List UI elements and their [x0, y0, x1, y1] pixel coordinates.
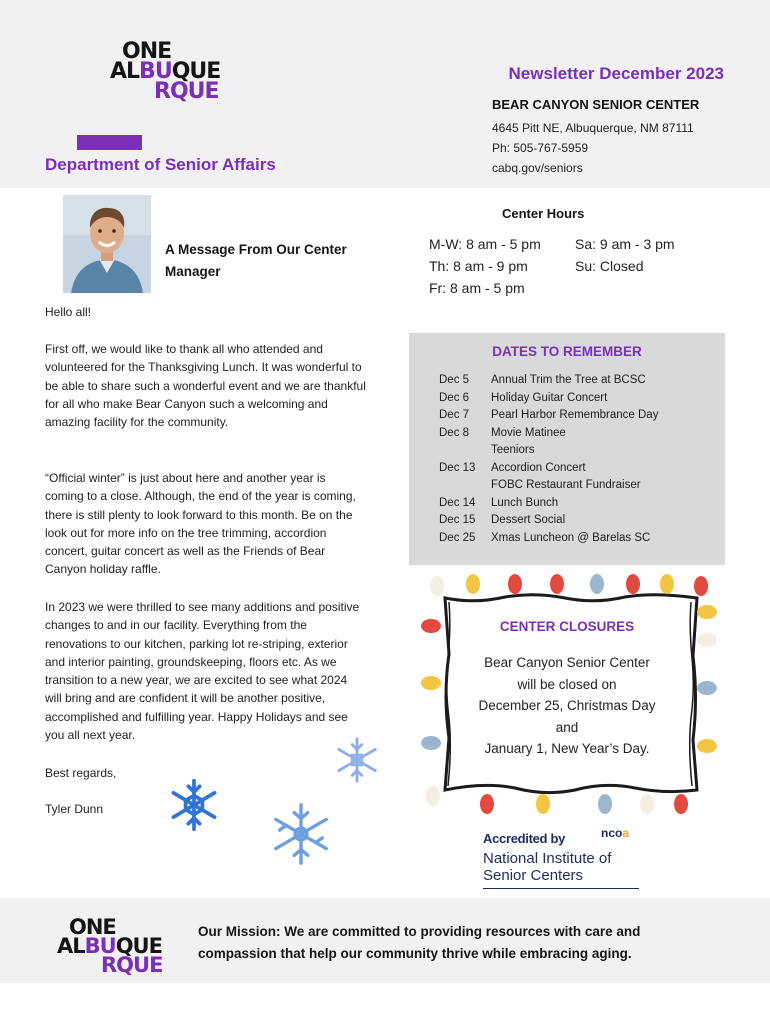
list-item: Dec 8 Movie Matinee	[439, 426, 566, 439]
closures-line: and	[555, 719, 579, 735]
letter-greeting: Hello all!	[45, 305, 92, 319]
dates-to-remember-panel	[409, 333, 725, 565]
closures-text	[445, 652, 689, 760]
mission-statement: Our Mission: We are committed to providing resources with care and compassion that help our community thrive while embracing aging.	[198, 924, 641, 961]
snowflake-icon	[268, 798, 334, 870]
closures-line: January 1, New Year’s Day.	[484, 741, 650, 756]
department-title: Department of Senior Affairs	[45, 155, 276, 174]
list-item: Dec 6 Holiday Guitar Concert	[439, 391, 608, 404]
hours-mw: M-W: 8 am - 5 pm	[429, 236, 541, 252]
hours-sa: Sa: 9 am - 3 pm	[575, 236, 675, 252]
list-item: Dec 7 Pearl Harbor Remembrance Day	[439, 409, 659, 421]
list-item: FOBC Restaurant Fundraiser	[491, 479, 641, 491]
center-phone: Ph: 505-767-5959	[492, 141, 589, 155]
manager-photo	[63, 195, 151, 293]
center-name: BEAR CANYON SENIOR CENTER	[492, 97, 700, 112]
snowflake-icon	[332, 735, 382, 785]
accent-bar	[77, 135, 142, 150]
closures-line: December 25, Christmas Day	[478, 698, 656, 713]
closures-line: Bear Canyon Senior Center	[484, 655, 650, 670]
list-item: Dec 13 Accordion Concert	[439, 461, 586, 474]
list-item: Dec 25 Xmas Luncheon @ Barelas SC	[439, 531, 651, 544]
hours-th: Th: 8 am - 9 pm	[429, 258, 528, 274]
hours-weekend	[575, 233, 675, 277]
divider	[483, 888, 639, 889]
letter-paragraph: In 2023 we were thrilled to see many additions and positive changes to and in our facility. Everything from the renovations to our kitchen, parking lot re-striping, exterior and interior painting, groundskeeping, floors etc. As we transition to a new year, we are excited to see what 2024 will bring and are confident it will be another positive, accomplished and fulfilling year. Happy Holidays and see you all next year.	[45, 600, 360, 743]
message-heading: A Message From Our Center Manager	[165, 242, 347, 279]
hours-title: Center Hours	[502, 206, 585, 221]
one-albuquerque-logo: ONE ALBUQUE RQUE	[57, 915, 163, 977]
newsletter-title: Newsletter December 2023	[508, 64, 724, 83]
dates-title: DATES TO REMEMBER	[492, 344, 642, 359]
list-item: Dec 5 Annual Trim the Tree at BCSC	[439, 374, 646, 386]
letter-paragraph: “Official winter” is just about here and another year is coming to a close. Although, the end of the year is coming, there is still plenty to look forward to this month. Be on the look out for more info on the tree trimming, accordion concert, guitar concert as well as the Friends of Bear Canyon holiday raffle.	[45, 471, 356, 577]
accredited-by-label: Accredited by	[483, 831, 566, 846]
list-item: Dec 15 Dessert Social	[439, 514, 566, 526]
accrediting-org-name: National Institute of Senior Centers	[483, 850, 612, 884]
letter-closing: Best regards,	[45, 766, 117, 780]
closures-title: CENTER CLOSURES	[499, 619, 635, 634]
hours-fr: Fr: 8 am - 5 pm	[429, 280, 525, 296]
list-item: Dec 14 Lunch Bunch	[439, 496, 559, 509]
center-address: 4645 Pitt NE, Albuquerque, NM 87111	[492, 121, 694, 135]
snowflake-icon	[166, 774, 222, 836]
dates-list	[439, 374, 719, 549]
hours-su: Su: Closed	[575, 258, 644, 274]
letter-paragraph: First off, we would like to thank all who attended and volunteered for the Thanksgiving Lunch. It was wonderful to be able to share such a wonderful event and we are thankful for all who make Bear Canyon such a welcoming and amazing facility for the community.	[45, 342, 366, 430]
center-website[interactable]: cabq.gov/seniors	[492, 161, 583, 175]
letter-signature: Tyler Dunn	[45, 802, 104, 816]
list-item: Teeniors	[491, 444, 535, 456]
accreditation-badge	[483, 826, 639, 890]
ncoa-logo: ncoa	[601, 826, 630, 840]
hours-weekdays	[429, 233, 541, 299]
one-albuquerque-logo: ONE ALBUQUE RQUE	[110, 39, 221, 104]
closures-line: will be closed on	[517, 676, 617, 692]
